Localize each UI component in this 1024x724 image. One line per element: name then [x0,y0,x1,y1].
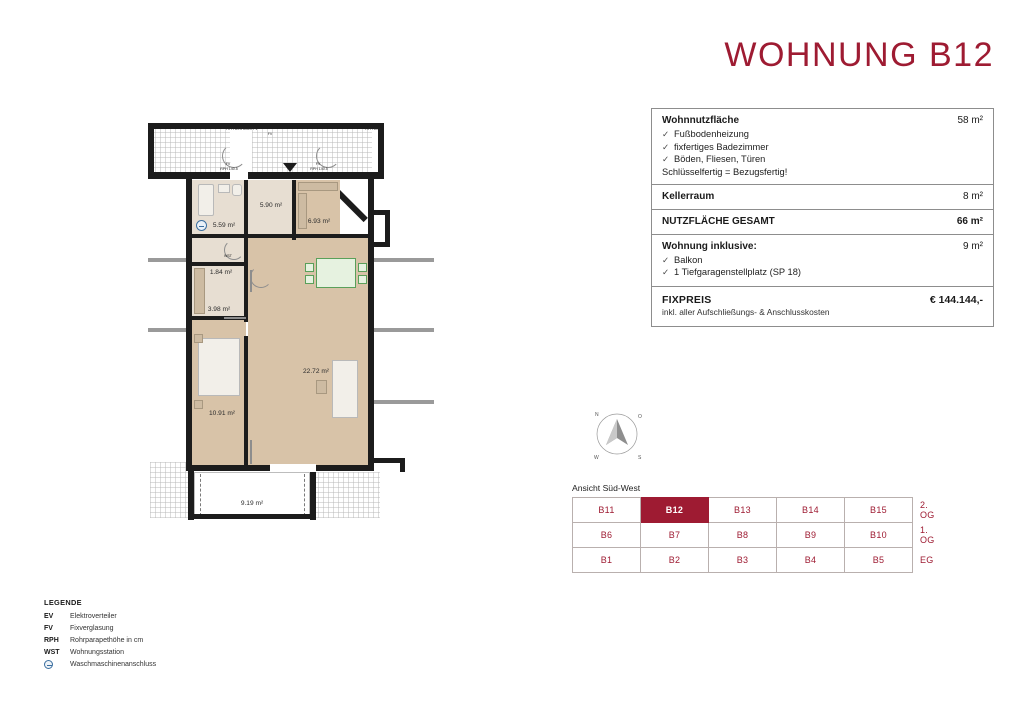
annotation-text: RPH 140.5 [220,167,238,171]
unit-cell-b12[interactable]: B12 [641,498,709,523]
apartment-info-table [651,108,994,327]
entrance-arrow-icon [283,163,297,172]
unit-cell-b4[interactable]: B4 [777,548,845,573]
room-label-bathroom: 5.59 m² [212,222,236,229]
balcony-wall-bottom [188,514,316,519]
legend-key: WST [44,648,60,656]
annotation-rph-top-left [220,127,264,131]
row-head: NUTZFLÄCHE GESAMT [662,215,775,227]
view-caption: Ansicht Süd-West [572,483,641,493]
interior-wall-8 [248,234,368,238]
annotation-text: RPH 89.5 [365,127,381,131]
balcony-door-opening [270,464,316,472]
annotation-text: FV [225,162,231,166]
interior-wall-4 [192,262,246,266]
furniture-kitchen-counter-top [298,182,338,191]
svg-text:W: W [594,455,599,461]
door-leaf-living [250,270,252,292]
interior-wall-1 [244,180,248,240]
check-item: ✓ Fußbodenheizung [662,128,983,141]
check-item: ✓ Balkon [662,254,983,267]
legend-item-ev [44,612,156,623]
annotation-fv-mid-left [220,162,236,166]
unit-cell-b14[interactable]: B14 [777,498,845,523]
exterior-hatch-bottom-right [308,472,380,518]
legend-key: EV [44,612,54,620]
legend-item-fv [44,624,156,635]
annotation-rph-top-right [356,127,390,131]
balcony-wall-left [188,468,194,520]
exterior-wall-top [148,123,384,129]
annotation-text: RPH 140.5 [310,167,328,171]
door-arc-hall-2 [250,266,272,288]
furniture-chair-1 [305,263,314,272]
info-row-wohnung-inklusive [652,235,993,287]
annotation-rph-mid-left [214,167,244,171]
building-unit-grid [572,497,947,573]
unit-cell-b7[interactable]: B7 [641,523,709,548]
balcony-divider-left [200,474,201,516]
legend-item-washing-machine [44,660,156,671]
floor-label-1og: 1. OG [920,525,935,545]
annotation-text: FV [315,162,321,166]
row-value: 66 m² [956,215,983,227]
floor-label-eg: EG [920,555,934,565]
floor-plan [120,110,460,530]
row-note: Schlüsselfertig = Bezugsfertig! [662,166,788,177]
context-wall-right-upper [372,258,434,262]
room-label-kitchen: 6.93 m² [307,218,331,225]
info-row-fixpreis [652,287,993,326]
table-row [573,523,947,548]
furniture-coffee-table [316,380,327,394]
annotation-fv-top-left [262,132,278,136]
annotation-fv-mid-right [310,162,326,166]
washing-machine-connection-icon [44,660,53,669]
interior-wall-3 [192,234,246,238]
check-item: ✓ Böden, Fliesen, Türen [662,153,983,166]
room-label-hallway: 3.98 m² [207,306,231,313]
row-head: Wohnnutzfläche [662,115,740,126]
unit-cell-b11[interactable]: B11 [573,498,641,523]
room-label-storage: 1.84 m² [209,269,233,276]
legend-item-wst [44,648,156,659]
annotation-text: WST [224,254,232,258]
furniture-chair-3 [358,263,367,272]
furniture-bathtub [198,184,214,216]
legend [44,598,156,672]
info-row-wohnnutzflaeche [652,109,993,185]
legend-desc: Waschmaschinenanschluss [70,660,157,668]
floor-label-2og: 2. OG [920,500,935,520]
furniture-chair-2 [305,275,314,284]
annotation-text: FV [267,132,273,136]
row-head: Wohnung inklusive: [662,240,757,252]
page-title: WOHNUNG B12 [724,36,994,74]
exterior-wall-top-left-vert [148,123,154,179]
row-head: FIXPREIS [662,293,712,306]
door-leaf-bedroom-2 [250,440,252,464]
row-value: 9 m² [963,240,983,252]
check-item: ✓ 1 Tiefgaragenstellplatz (SP 18) [662,266,983,279]
row-value: 8 m² [963,190,983,202]
wall-right-lower-bump-2 [400,458,405,472]
wall-right-bump-vert [385,210,390,246]
row-value: 58 m² [957,115,983,126]
svg-text:N: N [595,412,599,418]
furniture-nightstand-2 [194,400,203,409]
legend-desc: Wohnungsstation [70,648,124,656]
room-label-hallway-upper: 5.90 m² [259,202,283,209]
legend-desc: Rohrparapethöhe in cm [70,636,144,644]
legend-title: LEGENDE [44,598,82,607]
unit-cell-b13[interactable]: B13 [709,498,777,523]
legend-key: RPH [44,636,59,644]
table-row [573,548,947,573]
furniture-chair-4 [358,275,367,284]
unit-cell-b2[interactable]: B2 [641,548,709,573]
room-label-bedroom: 10.91 m² [208,410,236,417]
room-balcony [194,472,310,518]
unit-cell-b15[interactable]: B15 [845,498,913,523]
door-leaf-bedroom [224,317,246,319]
svg-text:O: O [638,414,642,420]
unit-cell-b1[interactable]: B1 [573,548,641,573]
exterior-wall-top-thick-2 [248,172,384,179]
wall-right-bump-bottom [368,242,390,247]
interior-wall-2 [292,180,296,240]
check-item: ✓ fixfertiges Badezimmer [662,141,983,154]
compass-rose [588,405,646,463]
furniture-nightstand-1 [194,334,203,343]
context-wall-right-lower [372,400,434,404]
info-row-nutzflaeche-gesamt [652,210,993,235]
legend-desc: Fixverglasung [70,624,114,632]
unit-cell-b10[interactable]: B10 [845,523,913,548]
balcony-divider-right [304,474,305,516]
room-label-living: 22.72 m² [302,368,330,375]
annotation-rph-mid-right [304,167,334,171]
unit-cell-b9[interactable]: B9 [777,523,845,548]
furniture-sink [218,184,230,193]
unit-cell-b5[interactable]: B5 [845,548,913,573]
room-label-balcony: 9.19 m² [240,500,264,507]
row-note: inkl. aller Aufschließungs- & Anschlusskosten [662,306,830,317]
furniture-bed [198,338,240,396]
annotation-text: RPH 89.5 unten FV [226,127,258,131]
unit-cell-b8[interactable]: B8 [709,523,777,548]
svg-text:S: S [638,455,642,461]
exterior-wall-top-thick [148,172,230,179]
annotation-text: EV [374,209,379,215]
context-wall-right-mid [372,328,434,332]
unit-cell-b3[interactable]: B3 [709,548,777,573]
interior-wall-7 [244,336,248,466]
wall-right-lower-bump [368,458,404,463]
furniture-toilet [232,184,242,196]
legend-key: FV [44,624,53,632]
annotation-ev [375,205,379,219]
info-row-kellerraum [652,185,993,210]
legend-item-rph [44,636,156,647]
legend-desc: Elektroverteiler [70,612,117,620]
interior-wall-5 [244,238,248,322]
unit-cell-b6[interactable]: B6 [573,523,641,548]
furniture-dining-table [316,258,356,288]
row-value: € 144.144,- [929,293,983,306]
row-head: Kellerraum [662,190,715,202]
check-list [662,128,983,166]
check-list [662,254,983,279]
table-row [573,498,947,523]
balcony-wall-right [310,468,316,520]
annotation-wst [220,254,236,258]
